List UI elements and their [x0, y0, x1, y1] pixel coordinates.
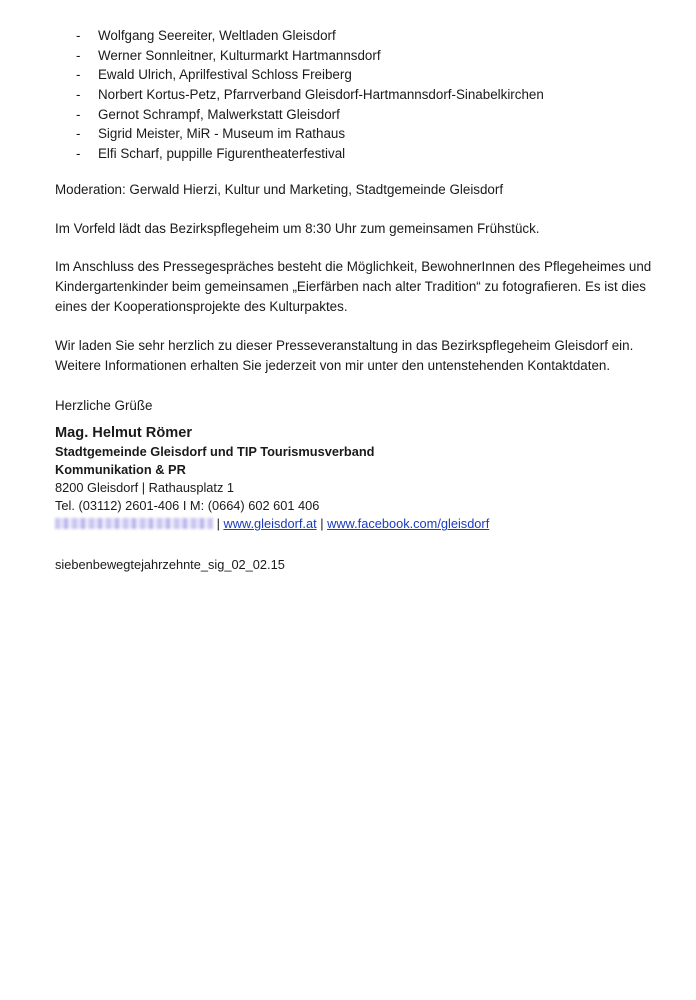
letter-content	[55, 26, 655, 574]
breakfast-paragraph: Im Vorfeld lädt das Bezirkspflegeheim um 8:30 Uhr zum gemeinsamen Frühstück.	[55, 220, 540, 236]
email-signature	[55, 424, 655, 533]
redacted-email	[55, 518, 213, 529]
participant-text: Gernot Schrampf, Malwerkstatt Gleisdorf	[98, 106, 340, 122]
photo-opportunity-paragraph	[55, 257, 655, 316]
signature-organization: Stadtgemeinde Gleisdorf und TIP Tourismusverband	[55, 444, 375, 460]
list-item	[55, 26, 655, 46]
paragraph-line: eines der Kooperationsprojekte des Kulturpaktes.	[55, 298, 348, 314]
participant-text: Werner Sonnleitner, Kulturmarkt Hartmannsdorf	[98, 47, 381, 63]
participant-text: Elfi Scharf, puppille Figurentheaterfestival	[98, 146, 346, 162]
bullet-dash: -	[76, 126, 81, 142]
participant-text: Norbert Kortus-Petz, Pfarrverband Gleisdorf-Hartmannsdorf-Sinabelkirchen	[98, 87, 544, 103]
list-item	[55, 65, 655, 85]
participant-text: Sigrid Meister, MiR - Museum im Rathaus	[98, 126, 346, 142]
list-item	[55, 124, 655, 144]
facebook-link[interactable]: www.facebook.com/gleisdorf	[327, 516, 490, 532]
signature-address: 8200 Gleisdorf | Rathausplatz 1	[55, 480, 235, 496]
participant-list	[55, 26, 655, 164]
invitation-paragraph	[55, 336, 655, 375]
link-separator: |	[216, 516, 220, 532]
participant-text: Ewald Ulrich, Aprilfestival Schloss Freiberg	[98, 67, 352, 83]
signature-phone: Tel. (03112) 2601-406 I M: (0664) 602 601 406	[55, 498, 320, 514]
signature-code: siebenbewegtejahrzehnte_sig_02_02.15	[55, 557, 285, 573]
bullet-dash: -	[76, 28, 81, 43]
bullet-dash: -	[76, 87, 81, 103]
bullet-dash: -	[76, 47, 81, 63]
list-item	[55, 105, 655, 125]
participant-text: Wolfgang Seereiter, Weltladen Gleisdorf	[98, 28, 336, 43]
list-item	[55, 85, 655, 105]
closing-greeting: Herzliche Grüße	[55, 397, 153, 413]
bullet-dash: -	[76, 67, 81, 83]
bullet-dash: -	[76, 146, 81, 162]
paragraph-line: Weitere Informationen erhalten Sie jederzeit von mir unter den untenstehenden Kontaktdaten.	[55, 358, 611, 374]
signature-department: Kommunikation & PR	[55, 462, 186, 478]
link-separator: |	[320, 516, 324, 532]
list-item	[55, 144, 655, 164]
paragraph-line: Im Anschluss des Pressegespräches besteht die Möglichkeit, BewohnerInnen des Pflegeheimes und	[55, 259, 652, 275]
paragraph-line: Kindergartenkinder beim gemeinsamen „Eierfärben nach alter Tradition“ zu fotografieren. Es ist dies	[55, 278, 646, 294]
moderation-line: Moderation: Gerwald Hierzi, Kultur und Marketing, Stadtgemeinde Gleisdorf	[55, 181, 504, 197]
paragraph-line: Wir laden Sie sehr herzlich zu dieser Presseveranstaltung in das Bezirkspflegeheim Gleisdorf ein.	[55, 338, 634, 354]
signature-links-row	[55, 515, 655, 533]
list-item	[55, 46, 655, 66]
signature-name: Mag. Helmut Römer	[55, 425, 193, 442]
bullet-dash: -	[76, 106, 81, 122]
website-link[interactable]: www.gleisdorf.at	[223, 516, 317, 532]
